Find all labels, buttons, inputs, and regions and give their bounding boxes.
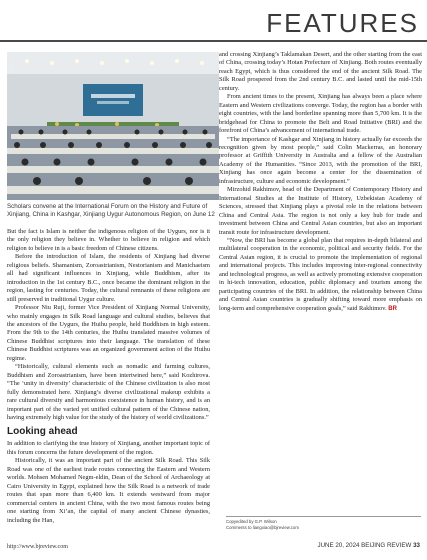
paragraph: and crossing Xinjiang’s Taklamakan Desert, and the other starting from the east of China, crossing today’s Hotan Prefecture of Xinjiang. Both routes eventually reach Egypt, which is thus considered the end of the ancient Silk Road. The Silk Road prospered from the 2nd century B.C. and lasted until the mid-15th century. xyxy=(219,51,422,92)
paragraph: But the fact is Islam is neither the indigenous religion of the Uygurs, nor is it the only religion they believe in. Whether to believe in religion and which religion to believe in is a basic freedom of Chinese citizens. xyxy=(7,228,210,252)
end-mark: BR xyxy=(388,305,397,312)
photo-caption: Scholars convene at the International Forum on the History and Future of Xinjiang, China in Kashgar, Xinjiang Uygur Autonomous Region, on June 12 xyxy=(7,203,215,218)
subheading: Looking ahead xyxy=(7,426,78,438)
section-header xyxy=(0,0,427,44)
page-number: 33 xyxy=(413,542,420,549)
footer-url[interactable]: http://www.bjreview.com xyxy=(7,544,68,550)
copyedit-note xyxy=(226,516,421,531)
forum-photo-illustration xyxy=(7,52,219,200)
footer-issue xyxy=(317,542,420,549)
photo-credit: XINHUA xyxy=(9,58,14,74)
copyeditor-line: Copyedited by G.P. Wilson xyxy=(226,519,277,524)
paragraph: Before the introduction of Islam, the residents of Xinjiang had diverse religious beliefs. Shamanism, Zoroastrianism, Nestorianism and Manichaeism all had significant influences in Xinjiang, while Buddhism, after its introduction in the 1st century B.C., once became the dominant religion in the region, lasting for centuries. Today, the cultural remnants of these religions are still preserved in traditional Uygur culture. xyxy=(7,253,210,303)
section-title: FEATURES xyxy=(266,8,419,38)
issue-text: JUNE 20, 2024 BEIJING REVIEW xyxy=(317,542,412,549)
forum-photo xyxy=(7,52,219,200)
paragraph: “The importance of Kashgar and Xinjiang in history actually far exceeds the recognition given by most people,” said Colin Mackerras, an honorary professor at Griffith University in Australia and a fellow of the Australian Academy of the Humanities. “Since 2013, with the promotion of the BRI, Xinjiang has once again become a center for the dissemination of infrastructure, culture and economic development.” xyxy=(219,135,422,185)
comments-line[interactable]: Comments to liangxiao@bjreview.com xyxy=(226,525,299,530)
paragraph: In addition to clarifying the true history of Xinjiang, another important topic of this forum concerns the future development of the region. xyxy=(7,440,210,456)
right-column xyxy=(219,51,422,313)
paragraph: “Historically, cultural elements such as nomadic and farming cultures, Buddhism and Zoroastrianism, have been intertwined here,” said Kozhirova. “The ‘unity in diversity’ characteristic of the Chinese civilization is also most fully demonstrated here. Xinjiang’s diverse civilizational makeup exhibits a rare cultural diversity and harmonious coexistence in human history, and is an important part of the varied yet unified cultural pattern of the Chinese nation, having extremely high value for the study of the history of world civilizations.” xyxy=(7,363,210,421)
left-column xyxy=(7,228,210,525)
paragraph: Professor Niu Ruji, former Vice President of Xinjiang Normal University, who mainly engages in Silk Road language and cultural studies, believes that the ancestors of the Uygurs, the Huihu people, held Buddhism in high esteem. From the 9th to the 14th centuries, the Huihu translated massive volumes of Chinese Buddhist scriptures into their language. The translation of these Chinese Buddhist scriptures was an organized government action of the Huihu regime. xyxy=(7,304,210,362)
paragraph: Historically, it was an important part of the ancient Silk Road. This Silk Road was one of the earliest trade routes connecting the Eastern and Western worlds. Mohsen Mohamed Negm-eldin, Dean of the School of Archaeology at Cairo University in Egypt, explained how the Silk Road is a network of trade routes that span more than 6,400 km. It extends westward from major commercial centers in ancient China, with the two most famous routes being one starting from Xi’an, the capital of many ancient Chinese dynasties, including the Han, xyxy=(7,457,210,524)
paragraph: From ancient times to the present, Xinjiang has always been a place where Eastern and Western civilizations converge. Today, the region has a border with eight countries, with the land borderline spanning more than 5,700 km. It is the bridgehead for China to promote the Belt and Road Initiative (BRI) and the forefront of China’s advancement of international trade. xyxy=(219,93,422,135)
header-rule xyxy=(0,40,427,42)
paragraph: Mirzohid Rakhimov, head of the Department of Contemporary History and International Studies at the Institute of History, Uzbekistan Academy of Sciences, stressed that Xinjiang plays a pivotal role in the relations between China and Central Asia. The region is not only a key hub for trade and investment between China and Central Asian countries, but also an important transit route for infrastructure development. xyxy=(219,186,422,236)
paragraph-final xyxy=(219,237,422,313)
paragraph-text: “Now, the BRI has become a global plan that requires in-depth bilateral and multilateral cooperation in the economic, political and security fields. For the Central Asian region, it is crucial to promote the implementation of regional and international projects. This includes improving inter-regional connectivity and technological progress, as well as actively promoting extensive cooperation in hi-tech innovation, education, public diplomacy and tourism among the participating countries of the BRI. In addition, the relationship between China and Central Asian countries is gradually shifting toward more emphasis on long-term and comprehensive cooperation goals,” said Rakhimov. xyxy=(219,236,422,312)
